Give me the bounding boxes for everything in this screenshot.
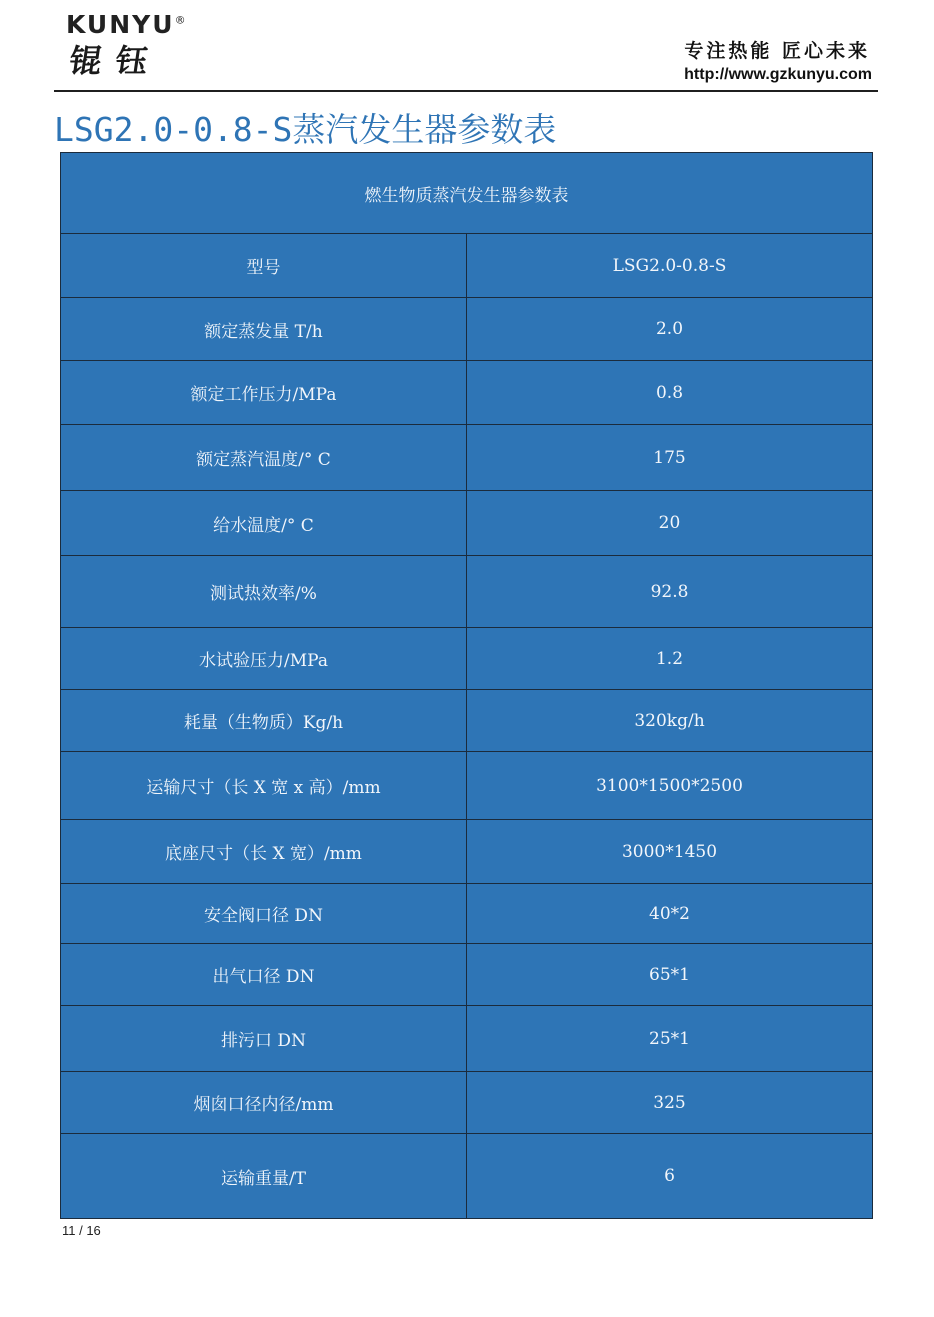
table-caption: 燃生物质蒸汽发生器参数表: [61, 153, 873, 234]
param-value: LSG2.0-0.8-S: [467, 234, 873, 298]
table-row: [61, 234, 873, 298]
page-number: 11 / 16: [62, 1223, 101, 1238]
brand-logo: [66, 10, 186, 39]
table-row: [61, 1072, 873, 1134]
document-title: LSG2.0-0.8-S蒸汽发生器参数表: [54, 110, 557, 149]
param-label: 安全阀口径 DN: [61, 884, 467, 944]
param-label: 排污口 DN: [61, 1006, 467, 1072]
param-value: 3000*1450: [467, 820, 873, 884]
param-value: 20: [467, 491, 873, 556]
param-value: 40*2: [467, 884, 873, 944]
table-row: [61, 628, 873, 690]
param-label: 运输重量/T: [61, 1134, 467, 1219]
table-row: [61, 820, 873, 884]
page-header: [54, 8, 878, 92]
param-value: 3100*1500*2500: [467, 752, 873, 820]
param-label: 测试热效率/%: [61, 556, 467, 628]
param-label: 额定工作压力/MPa: [61, 361, 467, 425]
brand-logo-chinese: 锟钰: [67, 42, 165, 80]
param-value: 325: [467, 1072, 873, 1134]
table-row: [61, 752, 873, 820]
param-value: 0.8: [467, 361, 873, 425]
table-row: [61, 690, 873, 752]
param-value: 92.8: [467, 556, 873, 628]
table-row: [61, 884, 873, 944]
table-row: [61, 944, 873, 1006]
table-caption-row: [61, 153, 873, 234]
table-row: [61, 491, 873, 556]
param-label: 型号: [61, 234, 467, 298]
table-row: [61, 1134, 873, 1219]
registered-mark: ®: [174, 13, 186, 27]
param-value: 65*1: [467, 944, 873, 1006]
param-label: 运输尺寸（长 X 宽 x 高）/mm: [61, 752, 467, 820]
table-row: [61, 298, 873, 361]
table-row: [61, 556, 873, 628]
table-row: [61, 425, 873, 491]
param-value: 175: [467, 425, 873, 491]
parameter-table: [60, 152, 873, 1219]
param-label: 额定蒸发量 T/h: [61, 298, 467, 361]
param-value: 6: [467, 1134, 873, 1219]
param-label: 额定蒸汽温度/° C: [61, 425, 467, 491]
param-label: 水试验压力/MPa: [61, 628, 467, 690]
param-value: 320kg/h: [467, 690, 873, 752]
param-label: 耗量（生物质）Kg/h: [61, 690, 467, 752]
table-row: [61, 361, 873, 425]
param-label: 底座尺寸（长 X 宽）/mm: [61, 820, 467, 884]
param-label: 出气口径 DN: [61, 944, 467, 1006]
param-label: 烟囱口径内径/mm: [61, 1072, 467, 1134]
param-value: 25*1: [467, 1006, 873, 1072]
slogan: 专注热能 匠心未来: [684, 40, 870, 62]
table-row: [61, 1006, 873, 1072]
logo-wordmark: KUNYU: [66, 10, 175, 39]
param-label: 给水温度/° C: [61, 491, 467, 556]
param-value: 2.0: [467, 298, 873, 361]
company-url: http://www.gzkunyu.com: [684, 66, 872, 83]
param-value: 1.2: [467, 628, 873, 690]
